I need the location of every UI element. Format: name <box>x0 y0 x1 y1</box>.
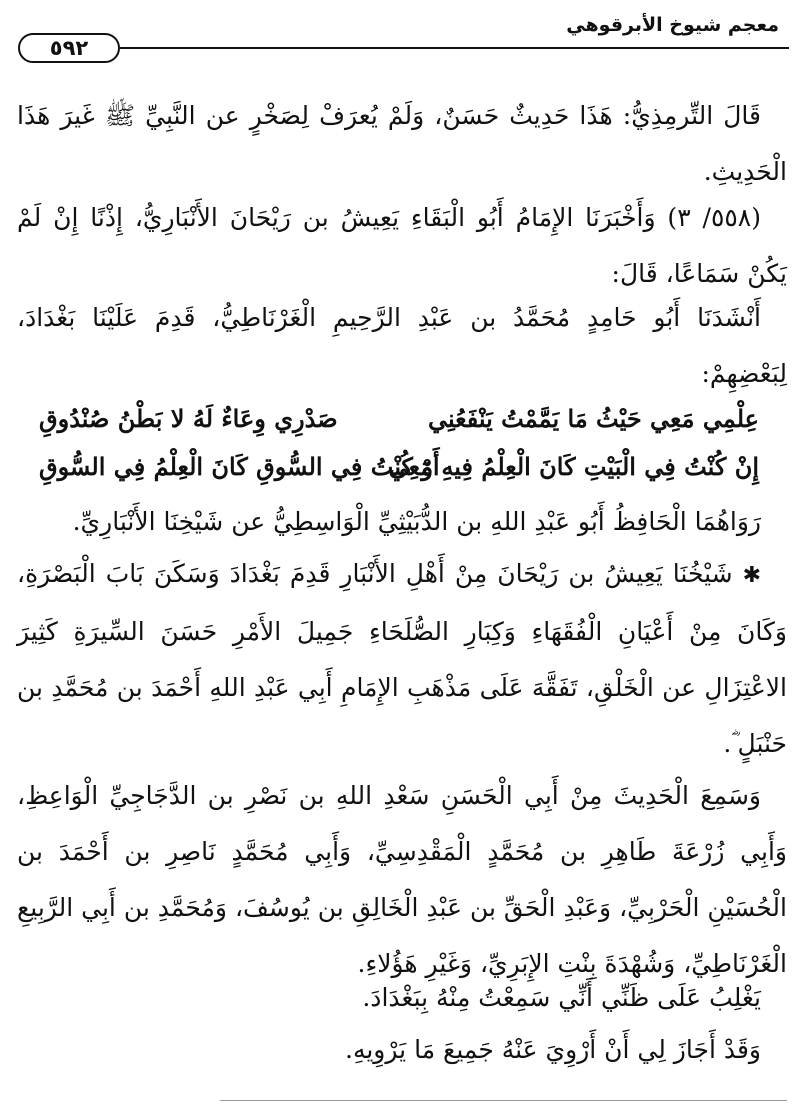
biography-text: شَيْخُنَا يَعِيشُ بن رَيْحَانَ مِنْ أَهْلِ الأَنْبَارِ قَدِمَ بَغْدَادَ وَسَكَنَ بَابَ الْبَصْرَةِ، وَكَانَ مِنْ أَعْيَانِ الْفُقَهَاءِ وَكِبَارِ الصُّلَحَاءِ جَمِيلَ الأَمْرِ حَسَنَ السِّيرَةِ كَثِيرَ الاعْتِزَالِ عن الْخَلْقِ، تَفَقَّهَ عَلَى مَذْهَبِ الإِمَامِ أَبِي عَبْدِ اللهِ أَحْمَدَ بن مُحَمَّدِ بن حَنْبَلٍ ؓ. <box>17 559 787 758</box>
star-icon: ✱ <box>742 563 762 588</box>
paragraph-recited: أَنْشَدَنَا أَبُو حَامِدٍ مُحَمَّدُ بن عَبْدِ الرَّحِيمِ الْغَرْنَاطِيُّ، قَدِمَ عَلَيْنَا بَغْدَادَ، لِبَعْضِهِمْ: <box>17 303 787 388</box>
paragraph-narration-558: (٥٥٨/ ٣) وَأَخْبَرَنَا الإِمَامُ أَبُو الْبَقَاءِ يَعِيشُ بن رَيْحَانَ الأَنْبَارِيُّ، إِذْنًا إِنْ لَمْ يَكُنْ سَمَاعًا، قَالَ: <box>17 203 787 288</box>
poem-verse <box>39 404 759 452</box>
text-block-7 <box>17 970 787 1026</box>
verse-second-hemistich: أَوْ كُنْتُ فِي السُّوقِ كَانَ الْعِلْمُ فِي السُّوقِ <box>39 452 440 481</box>
verse-first-hemistich: إِنْ كُنْتُ فِي الْبَيْتِ كَانَ الْعِلْمُ فِيهِ مَعِي <box>388 452 759 481</box>
text-block-4 <box>17 494 787 550</box>
paragraph-transmitted: رَوَاهُمَا الْحَافِظُ أَبُو عَبْدِ اللهِ بن الدُّبَيْثِيِّ الْوَاسِطِيُّ عن شَيْخِنَا الأَنْبَارِيِّ. <box>72 507 761 536</box>
verse-first-hemistich: عِلْمِي مَعِي حَيْثُ مَا يَمَّمْتُ يَنْفَعُنِي <box>427 404 759 433</box>
paragraph-tirmidhi: قَالَ التِّرمِذِيُّ: هَذَا حَدِيثٌ حَسَنٌ، وَلَمْ يُعرَفْ لِصَخْرٍ عن النَّبِيِّ ﷺ غَيرَ هَذَا الْحَدِيثِ. <box>17 101 787 186</box>
running-header-title: معجم شيوخ الأبرقوهي <box>566 14 779 36</box>
paragraph-heard: يَغْلِبُ عَلَى ظَنِّي أَنِّي سَمِعْتُ مِنْهُ بِبَغْدَادَ. <box>362 983 761 1012</box>
text-block-6 <box>17 768 787 992</box>
verse-second-hemistich: صَدْرِي وِعَاءٌ لَهُ لا بَطْنُ صُنْدُوقِ <box>39 404 338 433</box>
text-block-3 <box>17 290 787 402</box>
poem <box>39 404 759 500</box>
page-number: ٥٩٢ <box>18 33 120 63</box>
text-block-1 <box>17 88 787 200</box>
header-rule <box>120 47 789 49</box>
paragraph-permission: وَقَدْ أَجَازَ لِي أَنْ أَرْوِيَ عَنْهُ جَمِيعَ مَا يَرْوِيهِ. <box>345 1035 761 1064</box>
paragraph-teachers: وَسَمِعَ الْحَدِيثَ مِنْ أَبِي الْحَسَنِ سَعْدِ اللهِ بن نَصْرِ بن الدَّجَاجِيِّ الْوَاعِظِ، وَأَبِي زُرْعَةَ طَاهِرِ بن مُحَمَّدٍ الْمَقْدِسِيِّ، وَأَبِي مُحَمَّدٍ نَاصِرِ بن أَحْمَدَ بن الْحُسَيْنِ الْحَرْبِيِّ، وَعَبْدِ الْحَقِّ بن عَبْدِ الْخَالِقِ بن يُوسُفَ، وَمُحَمَّدِ بن أَبِي الرَّبِيعِ الْغَرْنَاطِيِّ، وَشُهْدَةَ بِنْتِ الإِبَرِيِّ، وَغَيْرِ هَؤُلاءِ. <box>17 781 787 978</box>
poem-verse <box>39 452 759 500</box>
footer-rule <box>220 1100 787 1101</box>
text-block-5 <box>17 546 787 772</box>
paragraph-biography <box>17 546 787 772</box>
text-block-8 <box>17 1022 787 1078</box>
text-block-2 <box>17 190 787 302</box>
